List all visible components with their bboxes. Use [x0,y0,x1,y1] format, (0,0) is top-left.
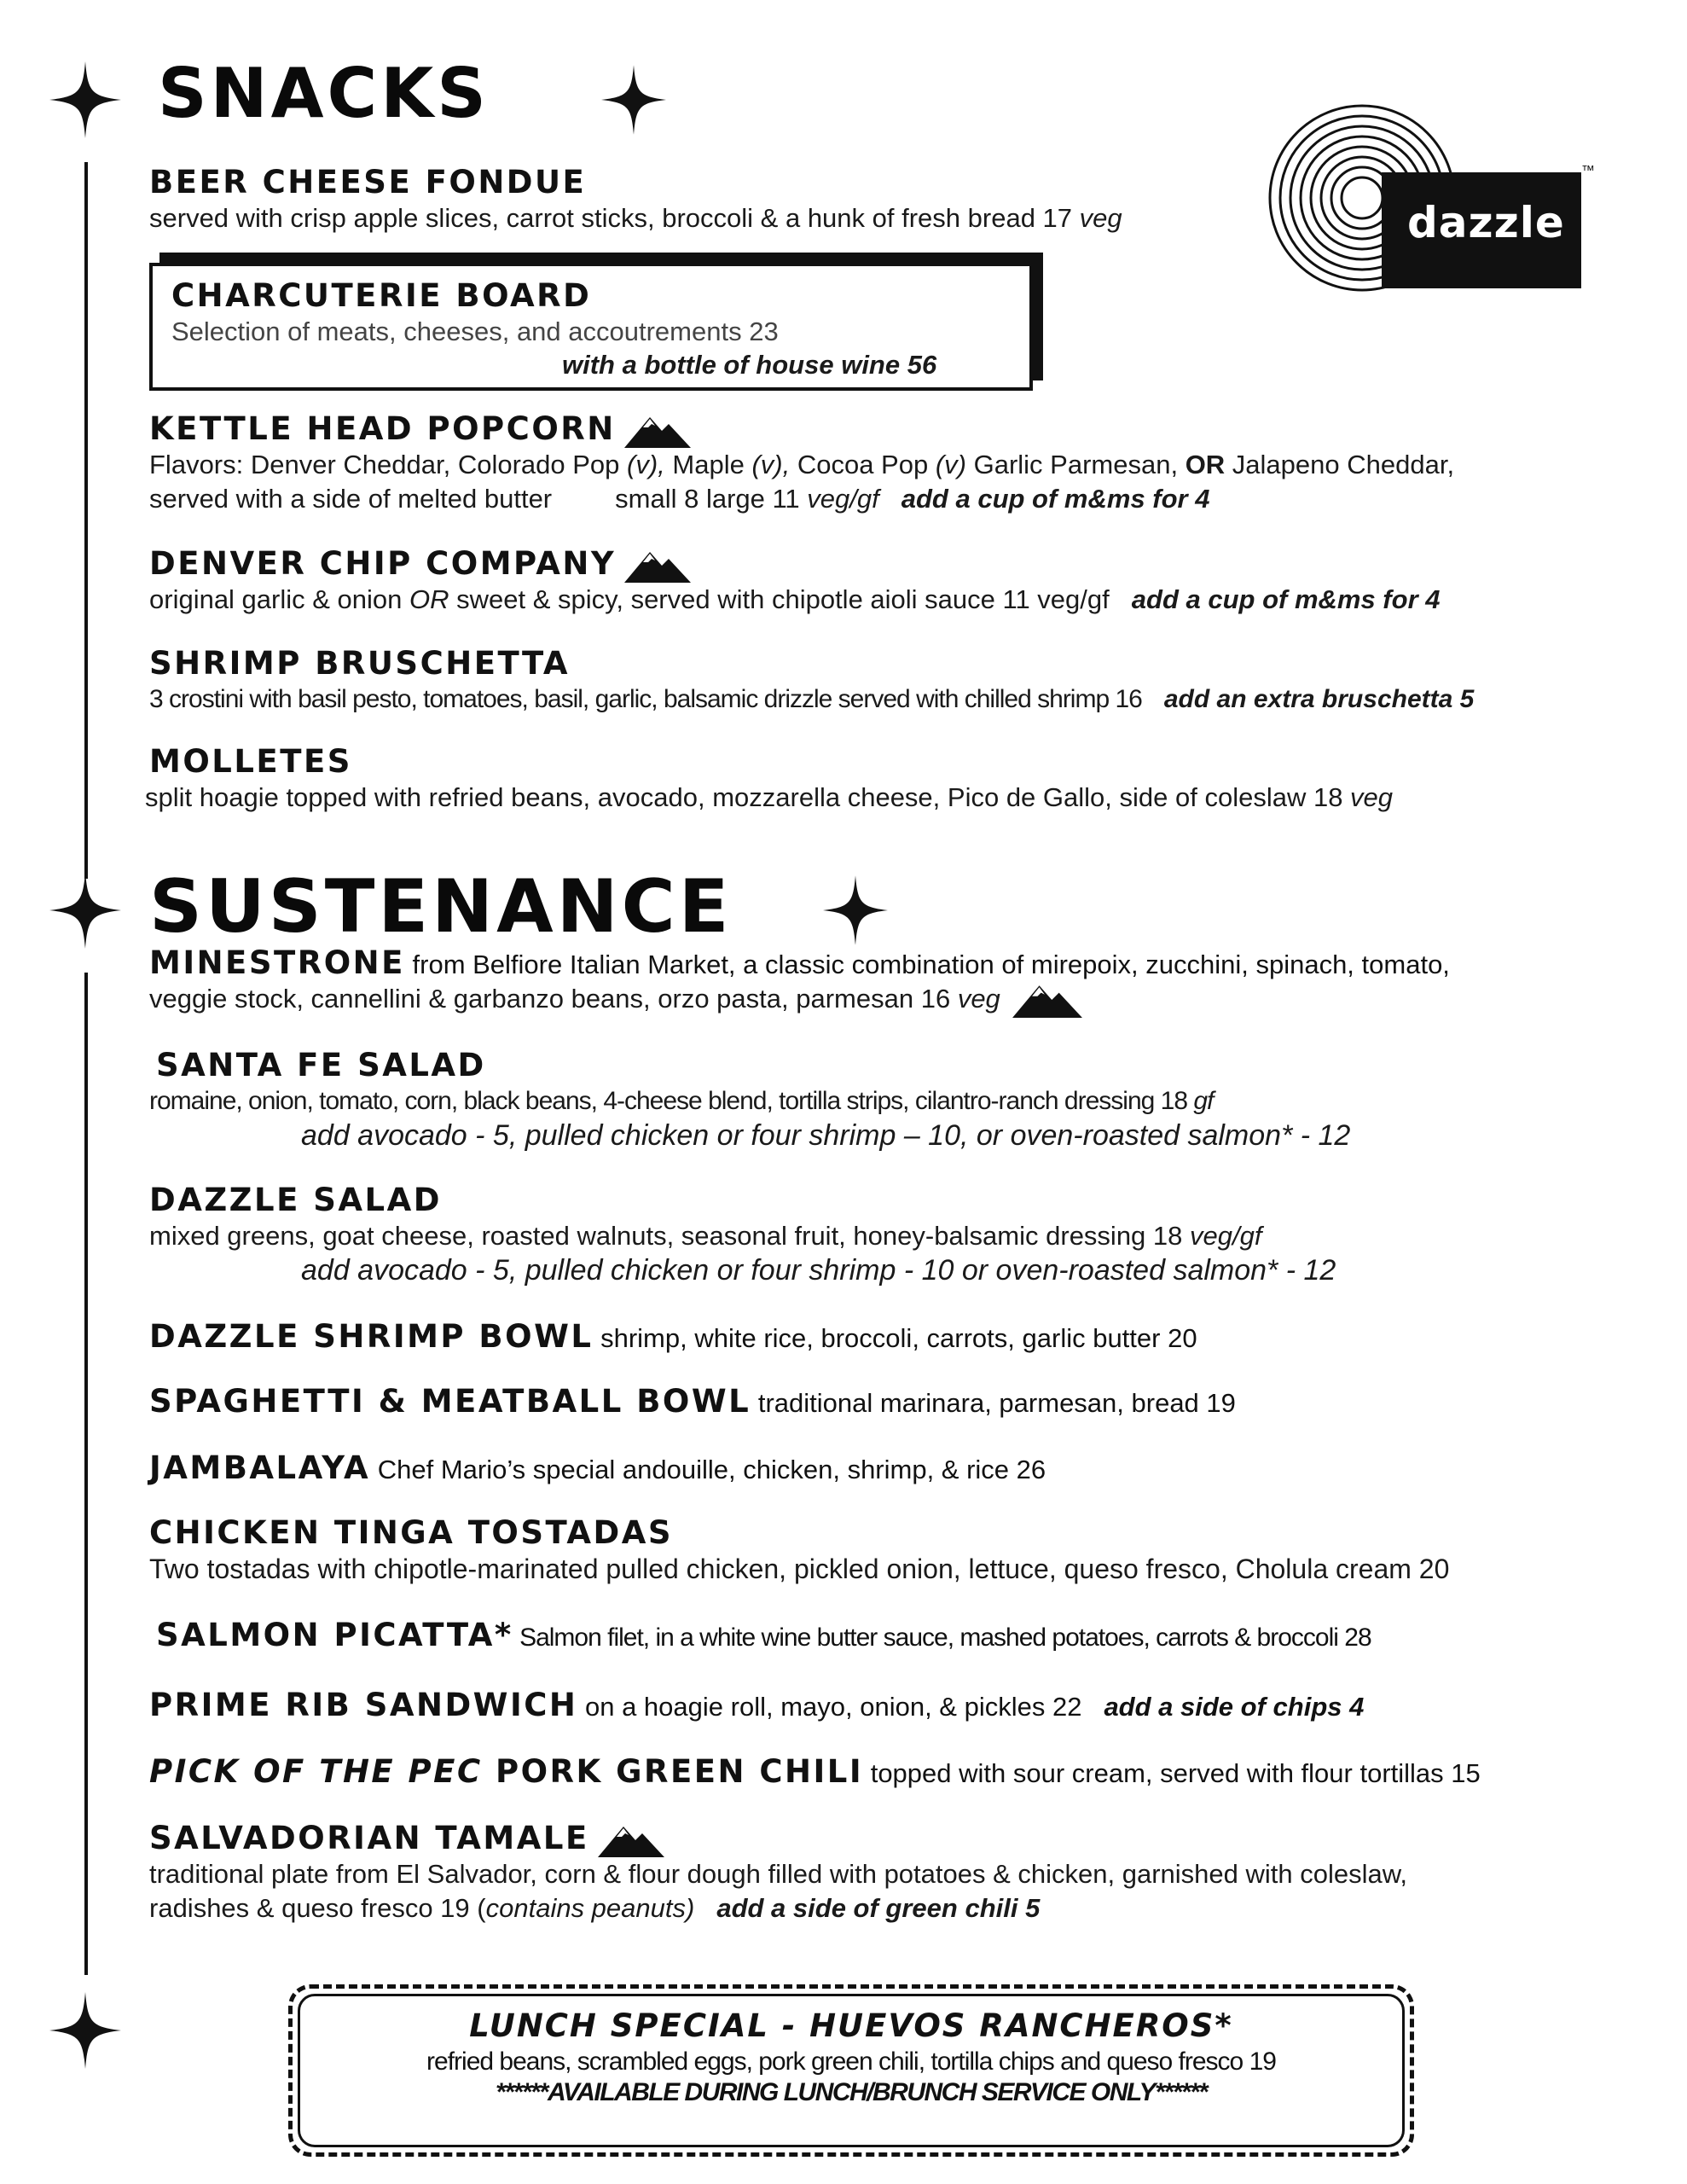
lunch-special-box [288,1984,1414,2157]
item-description [149,1084,1350,1118]
menu-item-jambalaya [149,1450,1046,1487]
item-name: CHICKEN TINGA TOSTADAS [149,1514,674,1551]
desc-part: contains peanuts) [485,1892,695,1923]
lunch-special-title: LUNCH SPECIAL - HUEVOS RANCHEROS* [469,2007,1233,2044]
item-name [149,1450,1046,1487]
desc-part: Maple [664,449,752,479]
menu-item-pork-green-chili [149,1754,1481,1791]
four-point-star-icon [601,61,666,138]
item-description [149,201,1122,235]
desc-part: OR [1185,449,1226,479]
item-name-text: SPAGHETTI & MEATBALL BOWL [149,1383,751,1420]
item-name: BEER CHEESE FONDUE [149,164,587,200]
charcuterie-box [149,263,1033,391]
item-name [149,411,1454,448]
item-addon: add avocado - 5, pulled chicken or four shrimp – 10, or oven-roasted salmon* - 12 [301,1118,1351,1152]
desc-part: original garlic & onion [149,584,410,614]
menu-item-salvadorian-tamale [149,1821,1407,1926]
item-name [149,1687,1364,1724]
item-addon: with a bottle of house wine 56 [562,350,937,380]
divider-line-bottom [84,973,88,1975]
item-name [149,1384,1236,1420]
desc-part: romaine, onion, tomato, corn, black beans, 4-cheese blend, tortilla strips, cilantro-ranch dressing 18 [149,1086,1194,1115]
item-tag: veg [1350,781,1394,812]
item-name: SANTA FE SALAD [156,1047,486,1083]
desc-part: small 8 large 11 [615,483,808,514]
dazzle-logo [1255,102,1597,307]
desc-part: served with a side of melted butter [149,483,553,514]
logo-trademark: ™ [1581,164,1595,178]
item-name-text: PRIME RIB SANDWICH [149,1687,578,1723]
lunch-special-description: refried beans, scrambled eggs, pork green chili, tortilla chips and queso fresco 19 [426,2048,1276,2076]
item-description: shrimp, white rice, broccoli, carrots, garlic butter 20 [593,1323,1197,1353]
desc-part: split hoagie topped with refried beans, avocado, mozzarella cheese, Pico de Gallo, side of coleslaw 18 [145,781,1351,812]
desc-part: Cocoa Pop [790,449,936,479]
desc-part: (v), [751,449,791,479]
desc-part: radishes & queso fresco 19 ( [149,1892,486,1923]
menu-item-santa-fe-salad [149,1048,1350,1153]
desc-part: Garlic Parmesan, [965,449,1186,479]
four-point-star-icon [49,61,121,138]
item-tag: veg [1079,202,1122,233]
menu-item-dazzle-salad [149,1182,1336,1287]
item-description-text: served with crisp apple slices, carrot sticks, broccoli & a hunk of fresh bread 17 [149,202,1080,233]
menu-item-shrimp-bruschetta [149,646,1474,717]
divider-line-top [84,162,88,879]
item-description: from Belfiore Italian Market, a classic combination of mirepoix, zucchini, spinach, tomato, [404,950,1450,979]
menu-item-beer-cheese-fondue [149,165,1122,235]
item-description-line1: traditional plate from El Salvador, corn & flour dough filled with potatoes & chicken, garnished with coleslaw, [149,1858,1408,1889]
item-description: topped with sour cream, served with flour tortillas 15 [863,1758,1481,1788]
menu-item-prime-rib-sandwich [149,1687,1364,1724]
four-point-star-icon [49,1990,121,2071]
item-name-text: MINESTRONE [149,944,405,981]
desc-part: OR [409,584,449,614]
item-tag: gf [1193,1086,1214,1115]
item-name-text: PORK GREEN CHILI [482,1753,864,1790]
desc-part: Flavors: Denver Cheddar, Colorado Pop [149,449,628,479]
item-name-text: SALVADORIAN TAMALE [149,1820,589,1856]
desc-part: (v), [627,449,665,479]
item-description [149,1219,1336,1253]
item-name-text: SALMON PICATTA* [156,1617,513,1653]
item-description-line2 [149,1891,1407,1926]
item-name: CHARCUTERIE BOARD [171,277,592,314]
menu-item-molletes [145,744,1393,815]
item-description [149,682,1474,717]
menu-item-salmon-picatta [149,1618,1371,1654]
item-tag: veg/gf [807,483,879,514]
item-addon: add a side of green chili 5 [716,1892,1041,1923]
item-description: Selection of meats, cheeses, and accoutrements 23 [171,316,779,346]
item-name [149,1618,1371,1654]
item-name [149,945,1450,982]
menu-item-spaghetti-meatball-bowl [149,1384,1236,1420]
four-point-star-icon [823,870,888,950]
section-title-snacks: SNACKS [158,54,490,133]
item-addon: add a cup of m&ms for 4 [901,483,1210,514]
desc-part: (v) [935,449,966,479]
item-name [149,1319,1197,1356]
item-addon: add a cup of m&ms for 4 [1131,584,1441,614]
mountain-icon [598,1823,664,1857]
item-name: SHRIMP BRUSCHETTA [149,645,571,682]
item-description: on a hoagie roll, mayo, onion, & pickles 22 [577,1692,1082,1722]
mountain-icon [624,549,691,583]
menu-item-denver-chip-company [149,546,1441,617]
item-name [149,546,1441,583]
item-name-text: KETTLE HEAD POPCORN [149,410,616,447]
item-description-line2 [149,482,1454,516]
desc-part: Jalapeno Cheddar, [1225,449,1455,479]
desc-part: 3 crostini with basil pesto, tomatoes, basil, garlic, balsamic drizzle served with chilled shrimp 16 [149,684,1142,713]
mountain-icon [1009,982,1086,1018]
item-name [149,1754,1481,1791]
item-name-emphasis: PICK OF THE PEC [149,1753,483,1790]
item-description-line1 [149,448,1454,482]
item-description [145,781,1393,815]
lunch-special-note: ******AVAILABLE DURING LUNCH/BRUNCH SERVICE ONLY****** [495,2078,1208,2106]
desc-part: veggie stock, cannellini & garbanzo beans, orzo pasta, parmesan 16 [149,983,958,1014]
mountain-icon [624,414,691,448]
item-addon: add a side of chips 4 [1104,1692,1365,1722]
item-name-text: JAMBALAYA [149,1449,371,1486]
item-name-text: DENVER CHIP COMPANY [149,545,617,582]
item-description: Two tostadas with chipotle-marinated pulled chicken, pickled onion, lettuce, queso fresco, Cholula cream 20 [149,1553,1450,1584]
item-description [149,583,1441,617]
item-tag: veg [957,983,1000,1014]
item-description: Salmon filet, in a white wine butter sauce, mashed potatoes, carrots & broccoli 28 [513,1623,1371,1652]
logo-text: dazzle [1407,198,1565,247]
menu-item-minestrone [149,945,1450,1018]
item-description: Chef Mario’s special andouille, chicken, shrimp, & rice 26 [370,1455,1046,1484]
item-name: DAZZLE SALAD [149,1182,442,1218]
four-point-star-icon [49,872,121,949]
item-description-line2 [149,982,1450,1019]
item-description: traditional marinara, parmesan, bread 19 [751,1388,1236,1418]
menu-item-kettle-head-popcorn [149,411,1454,516]
item-name-text: DAZZLE SHRIMP BOWL [149,1318,594,1355]
section-title-sustenance: SUSTENANCE [149,864,733,950]
item-tag: veg/gf [1190,1220,1262,1251]
menu-item-chicken-tinga-tostadas [149,1515,1449,1586]
item-name: MOLLETES [149,743,352,780]
desc-part: mixed greens, goat cheese, roasted walnuts, seasonal fruit, honey-balsamic dressing 18 [149,1220,1191,1251]
desc-part: sweet & spicy, served with chipotle aioli sauce 11 veg/gf [449,584,1110,614]
menu-item-dazzle-shrimp-bowl [149,1319,1197,1356]
item-name [149,1821,1407,1857]
item-addon: add an extra bruschetta 5 [1163,684,1475,713]
item-addon: add avocado - 5, pulled chicken or four shrimp - 10 or oven-roasted salmon* - 12 [301,1253,1336,1287]
